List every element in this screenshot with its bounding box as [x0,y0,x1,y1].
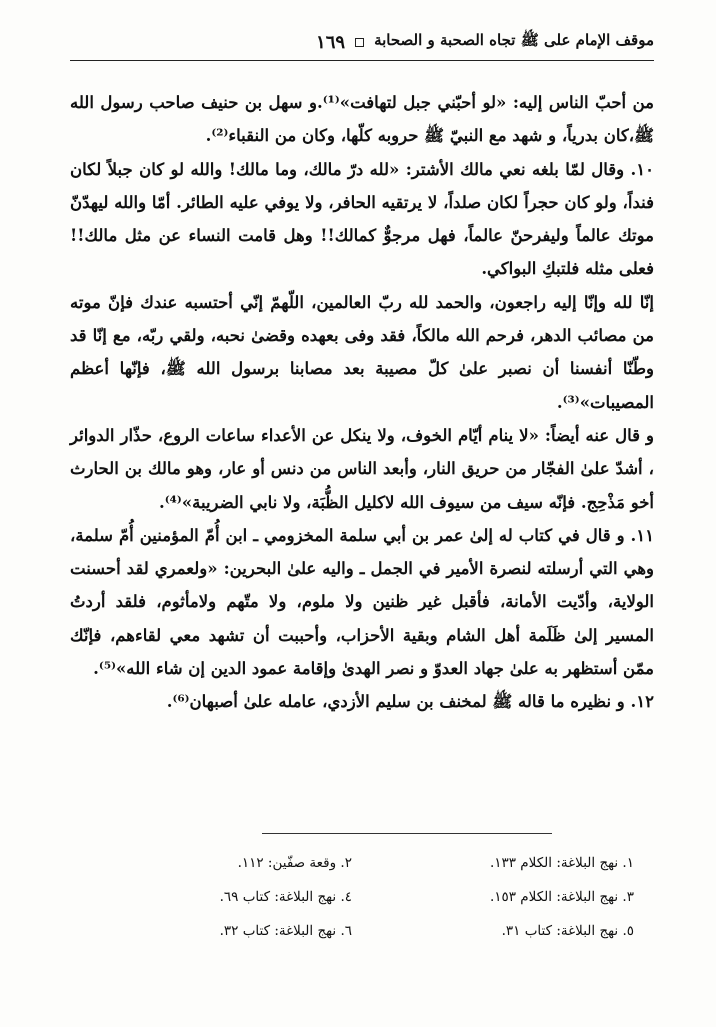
separator-square-icon [355,38,364,47]
paragraph: ١٢. و نظيره ما قاله ﷺ لمخنف بن سليم الأزدي، عامله علىٰ أصبهان⁽⁶⁾. [166,692,654,712]
footnote: ٢. وقعة صفّين: ١١٢. [237,855,352,871]
footnote: ٦. نهج البلاغة: كتاب ٣٢. [219,923,352,939]
running-header [70,30,654,54]
footnote: ١. نهج البلاغة: الكلام ١٣٣. [489,855,634,871]
header-title: موقف الإمام علی ﷺ تجاه الصحبة و الصحابة [374,31,654,49]
paragraph: ١٠. وقال لمّا بلغه نعي مالك الأشتر: «لله درّ مالك، وما مالك! والله لو كان جبلاً لكان فنداً، ولو كان حجراً لكان صلداً، لا يرتقيه الحافر، ولا يوفي عليه الطائر. أمّا والله ليهدّنّ موتك عالماً وليفرحنّ عالماً، فهل مرجوٌّ كمالك!! وهل قامت النساء عن مثل مالك!! فعلى مثله فلتبكِ البواكي. [70,159,654,279]
footnote-divider [262,833,552,834]
footnote: ٣. نهج البلاغة: الكلام ١٥٣. [489,889,634,905]
footnote: ٥. نهج البلاغة: كتاب ٣١. [501,923,634,939]
paragraph: و قال عنه أيضاً: «لا ينام أيّام الخوف، ولا ينكل عن الأعداء ساعات الروع، حذّار الدوائر ، أشدّ علىٰ الفجّار من حريق النار، وأبعد الناس من دنس أو عار، وهو مالك بن الحارث أخو مَذْحِج. فإنّه سيف من سيوف الله لاكليل الظُّبَة، ولا نابي الضريبة»⁽⁴⁾. [70,425,654,512]
footnote: ٤. نهج البلاغة: كتاب ٦٩. [219,889,352,905]
paragraph: من أحبّ الناس إليه: «لو أحبّني جبل لتهافت»⁽¹⁾.و سهل بن حنيف صاحب رسول الله ﷺ،كان بدرياً، و شهد مع النبيّ ﷺ حروبه كلّها، وكان من النقباء⁽²⁾. [70,93,654,146]
page-number: ١٦٩ [316,31,346,53]
main-text [70,86,654,719]
header-rule [70,60,654,61]
footnotes [70,852,634,942]
paragraph: إنّا لله وإنّا إليه راجعون، والحمد لله ربّ العالمين، اللّهمّ إنّي أحتسبه عندك فإنّ موته من مصائب الدهر، فرحم الله مالكاً، فقد وفى بعهده وقضىٰ نحبه، ولقي ربّه، مع إنّا قد وطّنّا أنفسنا أن نصبر علىٰ كلّ مصيبة بعد مصابنا برسول الله ﷺ، فإنّها أعظم المصيبات»⁽³⁾. [70,292,654,412]
paragraph: ١١. و قال في كتاب له إلىٰ عمر بن أبي سلمة المخزومي ـ ابن أُمّ المؤمنين أُمّ سلمة، وهي التي أرسلته لنصرة الأمير في الجمل ـ واليه علىٰ البحرين: «ولعمري لقد أحسنت الولاية، وأدّيت الأمانة، فأقبل غير ظنين ولا ملوم، ولا متّهم ولامأثوم، فلقد أردتُ المسير إلىٰ ظَلَمة أهل الشام وبقية الأحزاب، وأحببت أن تشهد معي لقاءهم، فإنّك ممّن أستظهر به علىٰ جهاد العدوّ و نصر الهدىٰ وإقامة عمود الدين إن شاء الله»⁽⁵⁾. [70,525,654,679]
